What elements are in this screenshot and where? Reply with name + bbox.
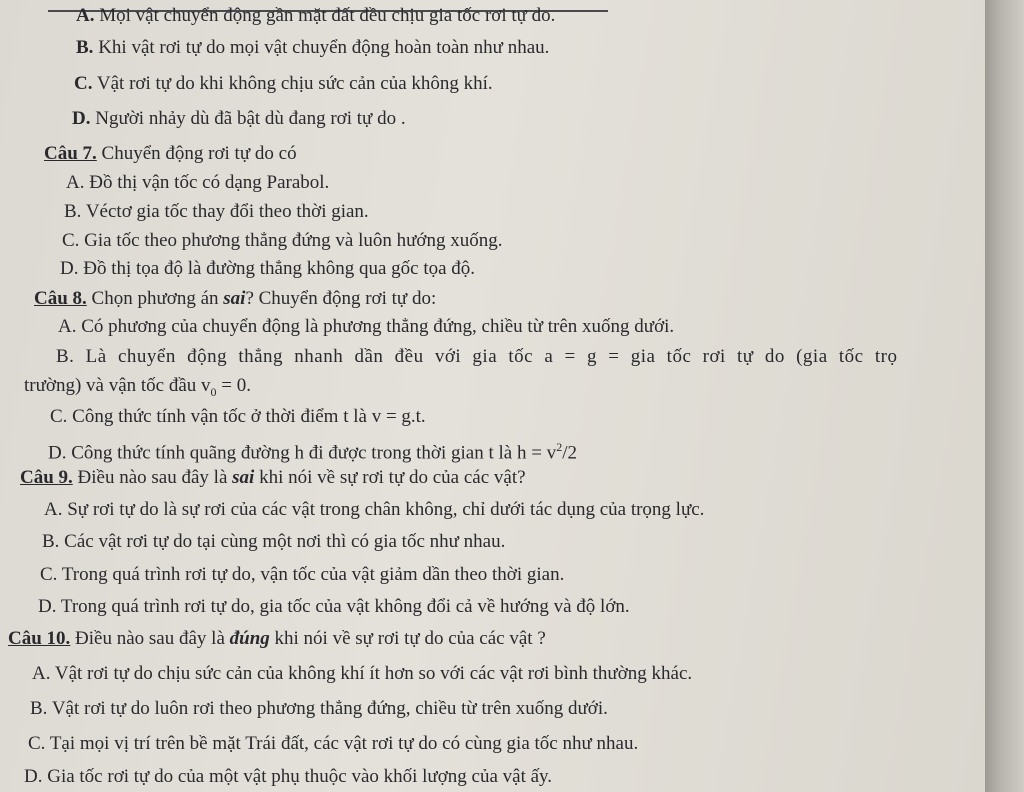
q10-stem: Câu 10. Điều nào sau đây là đúng khi nói về sự rơi tự do của các vật ? [8, 628, 546, 649]
q10-option-d: D. Gia tốc rơi tự do của một vật phụ thuộc vào khối lượng của vật ấy. [24, 766, 553, 787]
q10-option-a: A. Vật rơi tự do chịu sức cản của không khí ít hơn so với các vật rơi bình thường khác. [32, 663, 693, 684]
q7-stem: Câu 7. Chuyển động rơi tự do có [44, 143, 297, 164]
q6-option-a: A. Mọi vật chuyển động gần mặt đất đều chịu gia tốc rơi tự do. [76, 5, 556, 26]
q9-label: Câu 9. [20, 467, 73, 488]
q9-option-c: C. Trong quá trình rơi tự do, vận tốc của vật giảm dần theo thời gian. [40, 564, 565, 585]
q8-option-b-line2: trường) và vận tốc đầu $v_0 = 0$. [24, 375, 252, 399]
q6-option-b: B. Khi vật rơi tự do mọi vật chuyển động hoàn toàn như nhau. [76, 37, 550, 58]
q9-stem: Câu 9. Điều nào sau đây là sai khi nói về sự rơi tự do của các vật? [20, 467, 526, 488]
q10-option-b: B. Vật rơi tự do luôn rơi theo phương thẳng đứng, chiều từ trên xuống dưới. [30, 698, 608, 719]
q7-option-a: A. Đồ thị vận tốc có dạng Parabol. [66, 172, 330, 193]
q7-label: Câu 7. [44, 143, 97, 164]
q10-option-c: C. Tại mọi vị trí trên bề mặt Trái đất, các vật rơi tự do có cùng gia tốc như nhau. [28, 733, 639, 754]
q9-option-d: D. Trong quá trình rơi tự do, gia tốc của vật không đổi cả về hướng và độ lớn. [38, 596, 630, 617]
q8-option-b-line1: B. Là chuyển động thẳng nhanh dần đều với gia tốc a = g = gia tốc rơi tự do (gia tốc trọ [56, 346, 898, 367]
q8-stem: Câu 8. Chọn phương án sai? Chuyển động rơi tự do: [34, 288, 437, 309]
q7-option-c: C. Gia tốc theo phương thẳng đứng và luôn hướng xuống. [62, 230, 503, 251]
q8-label: Câu 8. [34, 288, 87, 309]
q6-option-c: C. Vật rơi tự do khi không chịu sức cản của không khí. [74, 73, 493, 94]
q8-option-d: D. Công thức tính quãng đường h đi được trong thời gian t là $h = v^2/2$ [48, 440, 577, 464]
q8-option-c: C. Công thức tính vận tốc ở thời điểm t là v = g.t. [50, 406, 426, 427]
q7-option-d: D. Đồ thị tọa độ là đường thẳng không qua gốc tọa độ. [60, 258, 476, 279]
q10-label: Câu 10. [8, 628, 71, 649]
page-edge-shadow [985, 0, 1024, 792]
q9-option-b: B. Các vật rơi tự do tại cùng một nơi thì có gia tốc như nhau. [42, 531, 506, 552]
q8-option-a: A. Có phương của chuyển động là phương thẳng đứng, chiều từ trên xuống dưới. [58, 316, 675, 337]
q9-option-a: A. Sự rơi tự do là sự rơi của các vật trong chân không, chỉ dưới tác dụng của trọng lực. [44, 499, 705, 520]
q6-option-d: D. Người nhảy dù đã bật dù đang rơi tự do . [72, 108, 406, 129]
q7-option-b: B. Véctơ gia tốc thay đổi theo thời gian. [64, 201, 369, 222]
